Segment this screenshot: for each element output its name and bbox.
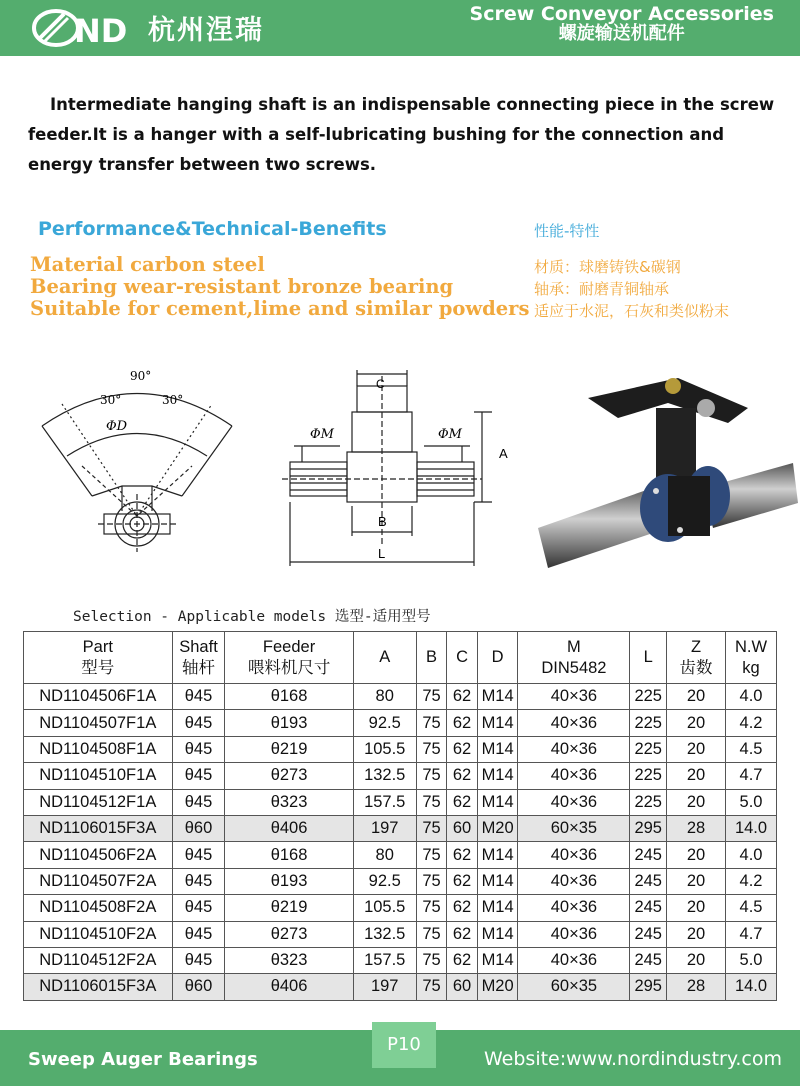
angle-30-left-label: 30° [100, 393, 122, 407]
table-cell: 40×36 [518, 842, 630, 868]
table-cell: 75 [416, 868, 447, 894]
table-cell: 20 [667, 895, 726, 921]
table-cell: 75 [416, 789, 447, 815]
header-b: B [416, 632, 447, 684]
header-l: L [630, 632, 667, 684]
table-cell: θ45 [172, 763, 225, 789]
table-cell: 40×36 [518, 868, 630, 894]
feature-en-suitable: Suitable for cement,lime and similar powders [30, 297, 530, 320]
table-cell: 60 [447, 974, 478, 1000]
table-cell: θ323 [225, 789, 353, 815]
table-cell: θ323 [225, 947, 353, 973]
table-cell: 75 [416, 921, 447, 947]
header-title-cn: 螺旋输送机配件 [558, 22, 685, 44]
table-cell: 75 [416, 684, 447, 710]
table-cell: θ45 [172, 921, 225, 947]
table-cell: 225 [630, 684, 667, 710]
table-cell: θ193 [225, 710, 353, 736]
table-cell: 20 [667, 868, 726, 894]
table-body [24, 684, 777, 1001]
table-cell: 4.5 [726, 736, 777, 762]
table-cell: ND1104507F1A [24, 710, 173, 736]
table-cell: θ45 [172, 710, 225, 736]
table-cell: 75 [416, 763, 447, 789]
table-cell: 14.0 [726, 815, 777, 841]
table-cell: ND1104507F2A [24, 868, 173, 894]
table-cell: 28 [667, 974, 726, 1000]
table-cell: θ168 [225, 684, 353, 710]
table-cell: 80 [353, 684, 416, 710]
table-cell: 20 [667, 789, 726, 815]
dim-l-label: L [378, 546, 386, 561]
table-cell: θ45 [172, 789, 225, 815]
table-cell: ND1106015F3A [24, 815, 173, 841]
table-cell: 40×36 [518, 789, 630, 815]
table-cell: 28 [667, 815, 726, 841]
table-cell: M14 [477, 710, 518, 736]
table-cell: M14 [477, 921, 518, 947]
table-cell: ND1104508F1A [24, 736, 173, 762]
table-cell: 62 [447, 710, 478, 736]
table-cell: 197 [353, 974, 416, 1000]
table-cell: 60×35 [518, 815, 630, 841]
table-cell: 40×36 [518, 921, 630, 947]
table-cell: 40×36 [518, 684, 630, 710]
table-row [24, 815, 777, 841]
table-cell: 245 [630, 868, 667, 894]
table-cell: 92.5 [353, 868, 416, 894]
table-row [24, 895, 777, 921]
header-m: M DIN5482 [518, 632, 630, 684]
table-cell: θ45 [172, 684, 225, 710]
header-title-en: Screw Conveyor Accessories [469, 3, 774, 25]
table-cell: ND1104508F2A [24, 895, 173, 921]
table-cell: 20 [667, 842, 726, 868]
table-cell: M14 [477, 684, 518, 710]
table-cell: 75 [416, 736, 447, 762]
table-cell: 60 [447, 815, 478, 841]
table-cell: 20 [667, 710, 726, 736]
table-cell: 75 [416, 842, 447, 868]
table-cell: 75 [416, 895, 447, 921]
table-cell: 5.0 [726, 789, 777, 815]
table-cell: 62 [447, 842, 478, 868]
table-cell: 40×36 [518, 947, 630, 973]
performance-title-en: Performance&Technical-Benefits [38, 218, 387, 240]
table-cell: 75 [416, 974, 447, 1000]
table-cell: 105.5 [353, 736, 416, 762]
table-row [24, 921, 777, 947]
footer-website: Website:www.nordindustry.com [484, 1048, 782, 1070]
table-cell: 157.5 [353, 947, 416, 973]
table-row [24, 763, 777, 789]
table-cell: 40×36 [518, 895, 630, 921]
table-cell: 75 [416, 710, 447, 736]
table-cell: 295 [630, 974, 667, 1000]
selection-table [23, 631, 777, 1001]
dia-m-right-label: ΦM [438, 427, 462, 442]
table-cell: 60×35 [518, 974, 630, 1000]
table-cell: θ273 [225, 921, 353, 947]
table-cell: θ60 [172, 974, 225, 1000]
table-row [24, 789, 777, 815]
feature-en-bearing: Bearing wear-resistant bronze bearing [30, 275, 454, 298]
table-cell: ND1106015F3A [24, 974, 173, 1000]
hanger-side-view-drawing [22, 366, 252, 556]
dim-a-label: A [499, 446, 508, 461]
dia-d-label: ΦD [106, 419, 128, 434]
table-cell: 245 [630, 842, 667, 868]
table-cell: θ219 [225, 736, 353, 762]
feature-list-en [30, 254, 529, 320]
table-cell: 20 [667, 736, 726, 762]
table-cell: 132.5 [353, 763, 416, 789]
table-cell: M20 [477, 815, 518, 841]
table-cell: θ219 [225, 895, 353, 921]
table-cell: 40×36 [518, 763, 630, 789]
table-row [24, 842, 777, 868]
table-cell: θ406 [225, 974, 353, 1000]
table-cell: M14 [477, 842, 518, 868]
table-cell: θ406 [225, 815, 353, 841]
table-cell: M14 [477, 736, 518, 762]
angle-30-right-label: 30° [162, 393, 184, 407]
table-cell: 4.2 [726, 710, 777, 736]
table-cell: 157.5 [353, 789, 416, 815]
angle-90-label: 90° [130, 369, 152, 383]
table-row [24, 974, 777, 1000]
table-cell: 62 [447, 868, 478, 894]
table-cell: M14 [477, 947, 518, 973]
table-cell: 4.2 [726, 868, 777, 894]
table-cell: 245 [630, 921, 667, 947]
feature-cn-bearing: 轴承：耐磨青铜轴承 [534, 280, 670, 298]
table-cell: θ273 [225, 763, 353, 789]
table-cell: 62 [447, 895, 478, 921]
table-cell: ND1104512F1A [24, 789, 173, 815]
table-cell: 4.5 [726, 895, 777, 921]
hanger-product-photo [528, 368, 800, 574]
table-cell: 245 [630, 895, 667, 921]
table-cell: M14 [477, 789, 518, 815]
table-cell: ND1104506F2A [24, 842, 173, 868]
table-cell: θ45 [172, 842, 225, 868]
table-cell: 4.0 [726, 842, 777, 868]
table-cell: 245 [630, 947, 667, 973]
table-cell: 225 [630, 736, 667, 762]
table-cell: 40×36 [518, 710, 630, 736]
page-number-tab: P10 [372, 1022, 436, 1068]
header-d: D [477, 632, 518, 684]
header-c: C [447, 632, 478, 684]
table-cell: 4.0 [726, 684, 777, 710]
header-part: Part 型号 [24, 632, 173, 684]
table-cell: 62 [447, 921, 478, 947]
table-row [24, 684, 777, 710]
table-cell: 295 [630, 815, 667, 841]
table-cell: ND1104506F1A [24, 684, 173, 710]
table-cell: 75 [416, 947, 447, 973]
table-cell: 40×36 [518, 736, 630, 762]
hanger-front-view-drawing [282, 366, 522, 576]
table-header-row [24, 632, 777, 684]
table-cell: 5.0 [726, 947, 777, 973]
feature-list-cn [534, 256, 729, 322]
header-nw: N.W kg [726, 632, 777, 684]
performance-title-cn: 性能-特性 [534, 222, 600, 240]
table-cell: ND1104510F2A [24, 921, 173, 947]
table-cell: 132.5 [353, 921, 416, 947]
table-cell: M14 [477, 895, 518, 921]
feature-cn-material: 材质：球磨铸铁&碳钢 [534, 258, 681, 276]
table-row [24, 868, 777, 894]
table-cell: 14.0 [726, 974, 777, 1000]
table-cell: M14 [477, 763, 518, 789]
table-cell: ND1104512F2A [24, 947, 173, 973]
header-title [470, 5, 774, 44]
dia-m-left-label: ΦM [310, 427, 334, 442]
feature-cn-suitable: 适应于水泥，石灰和类似粉末 [534, 302, 730, 320]
table-cell: 20 [667, 947, 726, 973]
company-logo-icon [30, 4, 140, 52]
intro-paragraph [28, 90, 788, 180]
footer-section-title: Sweep Auger Bearings [28, 1049, 258, 1070]
dim-c-label: C [376, 377, 385, 391]
table-cell: θ45 [172, 895, 225, 921]
table-row [24, 947, 777, 973]
brand-name-cn: 杭州涅瑞 [148, 15, 264, 46]
header-shaft: Shaft 轴杆 [172, 632, 225, 684]
header-feeder: Feeder 喂料机尺寸 [225, 632, 353, 684]
table-cell: θ45 [172, 947, 225, 973]
table-cell: 75 [416, 815, 447, 841]
dim-b-label: B [378, 514, 387, 529]
page-header [0, 0, 800, 56]
feature-en-material: Material carbon steel [30, 253, 265, 276]
header-z: Z 齿数 [667, 632, 726, 684]
table-cell: M14 [477, 868, 518, 894]
table-cell: 62 [447, 947, 478, 973]
table-cell: θ45 [172, 736, 225, 762]
table-cell: 92.5 [353, 710, 416, 736]
table-cell: θ193 [225, 868, 353, 894]
table-cell: 225 [630, 763, 667, 789]
logo-mark-text: ND [74, 12, 128, 50]
table-cell: θ168 [225, 842, 353, 868]
table-cell: 62 [447, 736, 478, 762]
table-cell: 80 [353, 842, 416, 868]
table-cell: 4.7 [726, 763, 777, 789]
table-cell: θ45 [172, 868, 225, 894]
table-cell: 62 [447, 763, 478, 789]
table-cell: 225 [630, 789, 667, 815]
table-cell: θ60 [172, 815, 225, 841]
selection-title: Selection - Applicable models 选型-适用型号 [73, 609, 431, 625]
table-cell: 20 [667, 763, 726, 789]
table-cell: 105.5 [353, 895, 416, 921]
table-cell: 197 [353, 815, 416, 841]
table-cell: ND1104510F1A [24, 763, 173, 789]
header-a: A [353, 632, 416, 684]
table-row [24, 736, 777, 762]
table-cell: 20 [667, 921, 726, 947]
intro-text: Intermediate hanging shaft is an indispensable connecting piece in the screw feeder.It is a hanger with a self-lubricating bushing for the connection and energy transfer between two screws. [28, 95, 775, 174]
table-cell: 62 [447, 684, 478, 710]
table-cell: 4.7 [726, 921, 777, 947]
table-cell: 62 [447, 789, 478, 815]
table-row [24, 710, 777, 736]
table-cell: M20 [477, 974, 518, 1000]
table-cell: 225 [630, 710, 667, 736]
table-cell: 20 [667, 684, 726, 710]
